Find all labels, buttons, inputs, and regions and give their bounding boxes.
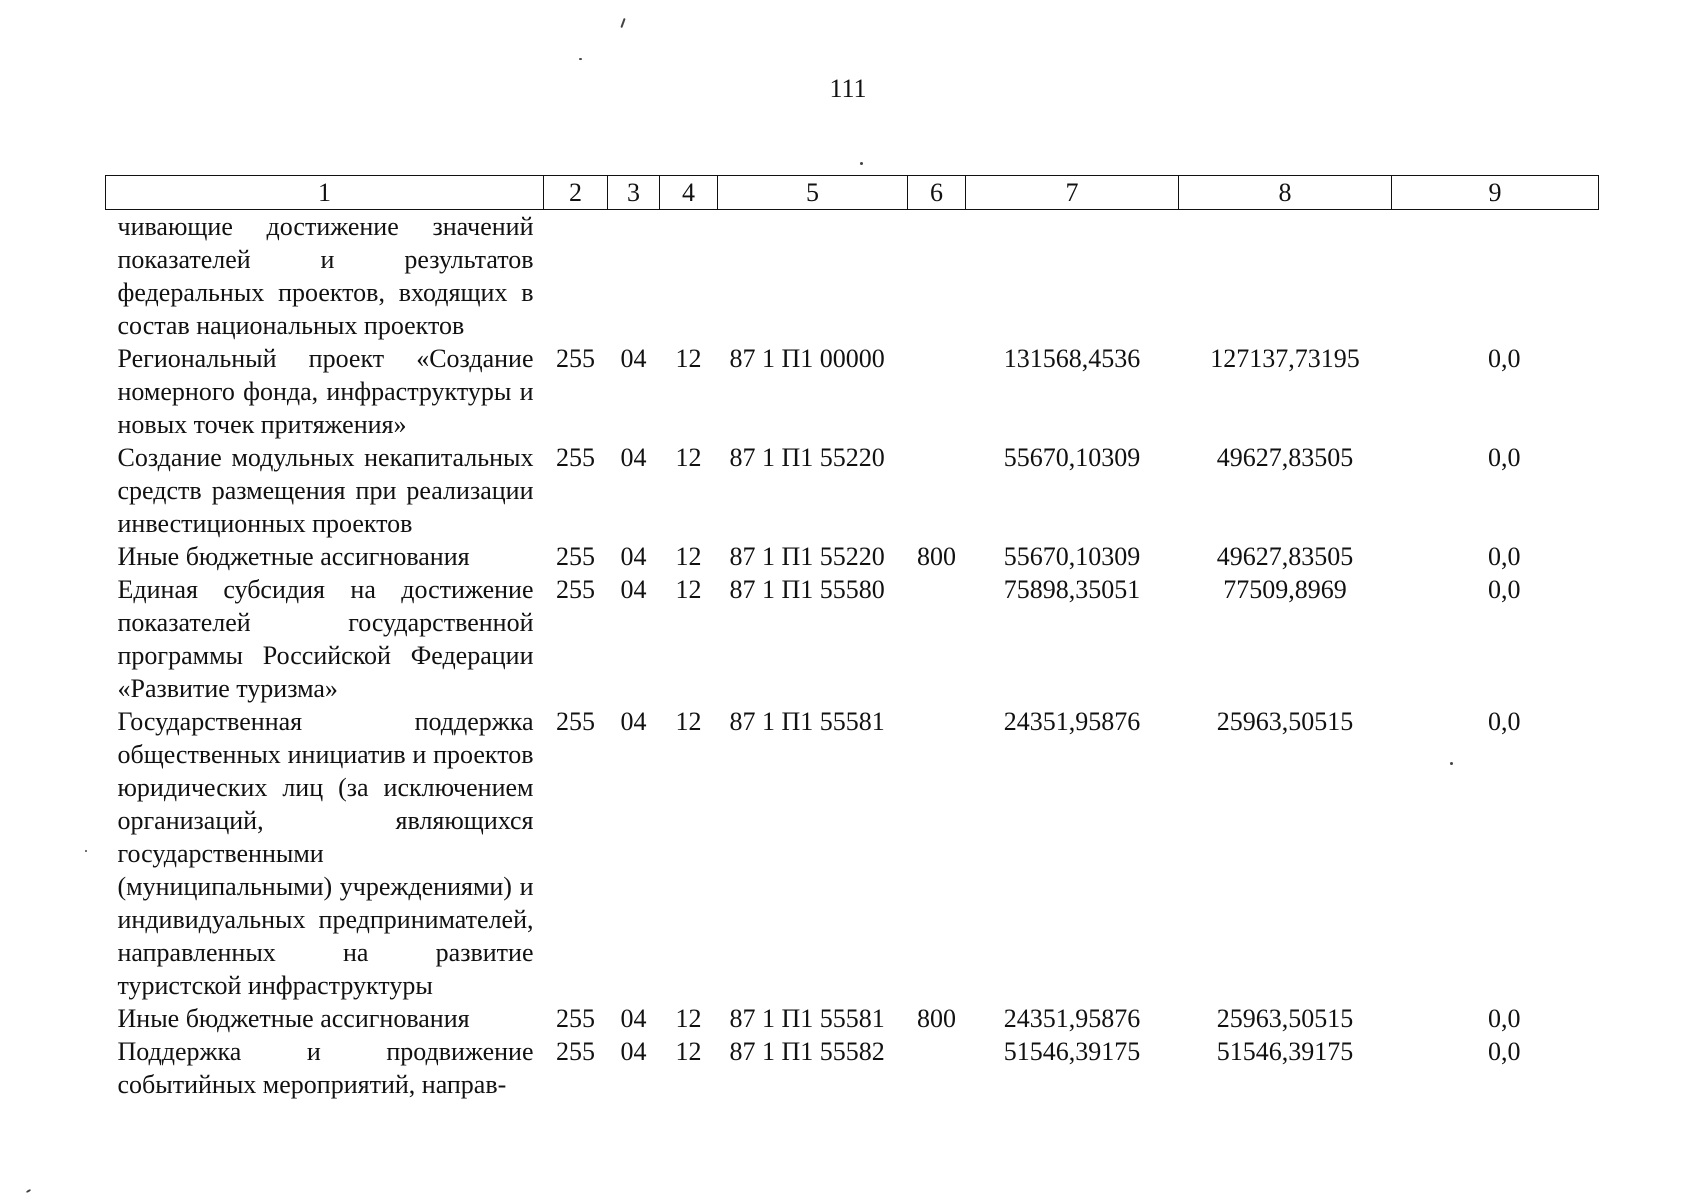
ministry-code: 255 <box>556 542 595 571</box>
subsection-code: 12 <box>675 542 702 571</box>
amount-col8: 49627,83505 <box>1216 443 1354 472</box>
amount-col9: 0,0 <box>1488 1004 1521 1033</box>
subsection-code: 12 <box>675 1037 702 1066</box>
section-code: 04 <box>620 707 647 736</box>
target-item-code: 87 1 П1 55220 <box>729 443 885 472</box>
column-number-header: 2 <box>544 176 608 210</box>
expense-type-code <box>908 441 966 540</box>
ministry-code: 255 <box>556 575 595 604</box>
table-row <box>106 342 1599 441</box>
amount-col9 <box>1392 210 1599 343</box>
table-row <box>106 573 1599 705</box>
section-code: 04 <box>620 542 647 571</box>
scan-speck <box>85 850 87 852</box>
table-row <box>106 540 1599 573</box>
ministry-code: 255 <box>556 443 595 472</box>
expense-name: Региональный проект «Создание номерного фонда, инфраструктуры и новых точек притяжения» <box>117 344 534 439</box>
subsection-code <box>660 210 718 343</box>
amount-col7: 55670,10309 <box>1003 542 1141 571</box>
expense-name: чивающие достижение значений показателей и результатов федеральных проектов, входящих в состав национальных проектов <box>117 212 534 340</box>
target-item-code: 87 1 П1 55582 <box>729 1037 885 1066</box>
subsection-code: 12 <box>675 344 702 373</box>
amount-col9: 0,0 <box>1488 344 1521 373</box>
scan-speck <box>860 162 863 165</box>
target-item-code: 87 1 П1 55581 <box>729 1004 885 1033</box>
column-number-header: 8 <box>1179 176 1392 210</box>
amount-col8 <box>1179 210 1392 343</box>
expense-type-code <box>908 1035 966 1101</box>
page-number: 111 <box>829 74 867 103</box>
amount-col9: 0,0 <box>1488 1037 1521 1066</box>
expense-name: Иные бюджетные ассигнования <box>117 1004 470 1033</box>
column-number-header: 7 <box>966 176 1179 210</box>
table-row <box>106 705 1599 1002</box>
amount-col7: 55670,10309 <box>1003 443 1141 472</box>
subsection-code: 12 <box>675 1004 702 1033</box>
expense-type-code <box>908 705 966 1002</box>
amount-col9: 0,0 <box>1488 707 1521 736</box>
column-number-header: 9 <box>1392 176 1599 210</box>
scan-speck <box>579 58 582 60</box>
expense-type-code: 800 <box>917 542 956 571</box>
column-number-header: 3 <box>608 176 660 210</box>
section-code <box>608 210 660 343</box>
amount-col8: 77509,8969 <box>1223 575 1347 604</box>
column-number-header: 4 <box>660 176 718 210</box>
amount-col8: 25963,50515 <box>1216 1004 1354 1033</box>
target-item-code: 87 1 П1 00000 <box>729 344 885 373</box>
amount-col7: 75898,35051 <box>1003 575 1141 604</box>
expense-type-code <box>908 342 966 441</box>
ministry-code <box>544 210 608 343</box>
scan-speck <box>620 18 625 28</box>
amount-col7: 24351,95876 <box>1003 1004 1141 1033</box>
amount-col9: 0,0 <box>1488 443 1521 472</box>
amount-col7: 131568,4536 <box>1003 344 1141 373</box>
expense-name: Единая субсидия на достижение показателей государственной программы Российской Федерации «Развитие туризма» <box>117 575 534 703</box>
expense-type-code: 800 <box>917 1004 956 1033</box>
expense-name: Поддержка и продвижение событийных мероприятий, направ- <box>117 1037 534 1099</box>
amount-col8: 127137,73195 <box>1210 344 1360 373</box>
table-row <box>106 1035 1599 1101</box>
section-code: 04 <box>620 344 647 373</box>
column-number-header: 5 <box>718 176 908 210</box>
amount-col8: 51546,39175 <box>1216 1037 1354 1066</box>
expense-name: Создание модульных некапитальных средств размещения при реализации инвестиционных проектов <box>117 443 534 538</box>
amount-col7: 24351,95876 <box>1003 707 1141 736</box>
subsection-code: 12 <box>675 575 702 604</box>
ministry-code: 255 <box>556 1004 595 1033</box>
target-item-code: 87 1 П1 55580 <box>729 575 885 604</box>
subsection-code: 12 <box>675 443 702 472</box>
table-row <box>106 1002 1599 1035</box>
table-row <box>106 210 1599 343</box>
expense-name: Иные бюджетные ассигнования <box>117 542 470 571</box>
budget-table <box>105 175 1599 1101</box>
target-item-code <box>718 210 908 343</box>
section-code: 04 <box>620 1037 647 1066</box>
table-row <box>106 441 1599 540</box>
column-number-header: 1 <box>106 176 544 210</box>
subsection-code: 12 <box>675 707 702 736</box>
section-code: 04 <box>620 1004 647 1033</box>
column-number-header: 6 <box>908 176 966 210</box>
ministry-code: 255 <box>556 344 595 373</box>
ministry-code: 255 <box>556 707 595 736</box>
expense-type-code <box>908 210 966 343</box>
expense-name: Государственная поддержка общественных инициатив и проектов юридических лиц (за исключением организаций, являющихся государственными (муниципальными) учреждениями) и индивидуальных предпринимателей, направленных на развитие туристской инфраструктуры <box>117 707 534 1000</box>
expense-type-code <box>908 573 966 705</box>
target-item-code: 87 1 П1 55220 <box>729 542 885 571</box>
amount-col7 <box>966 210 1179 343</box>
amount-col9: 0,0 <box>1488 542 1521 571</box>
ministry-code: 255 <box>556 1037 595 1066</box>
target-item-code: 87 1 П1 55581 <box>729 707 885 736</box>
section-code: 04 <box>620 575 647 604</box>
amount-col8: 25963,50515 <box>1216 707 1354 736</box>
section-code: 04 <box>620 443 647 472</box>
amount-col9: 0,0 <box>1488 575 1521 604</box>
scan-speck <box>26 1189 31 1193</box>
amount-col7: 51546,39175 <box>1003 1037 1141 1066</box>
amount-col8: 49627,83505 <box>1216 542 1354 571</box>
column-number-row <box>106 176 1599 210</box>
